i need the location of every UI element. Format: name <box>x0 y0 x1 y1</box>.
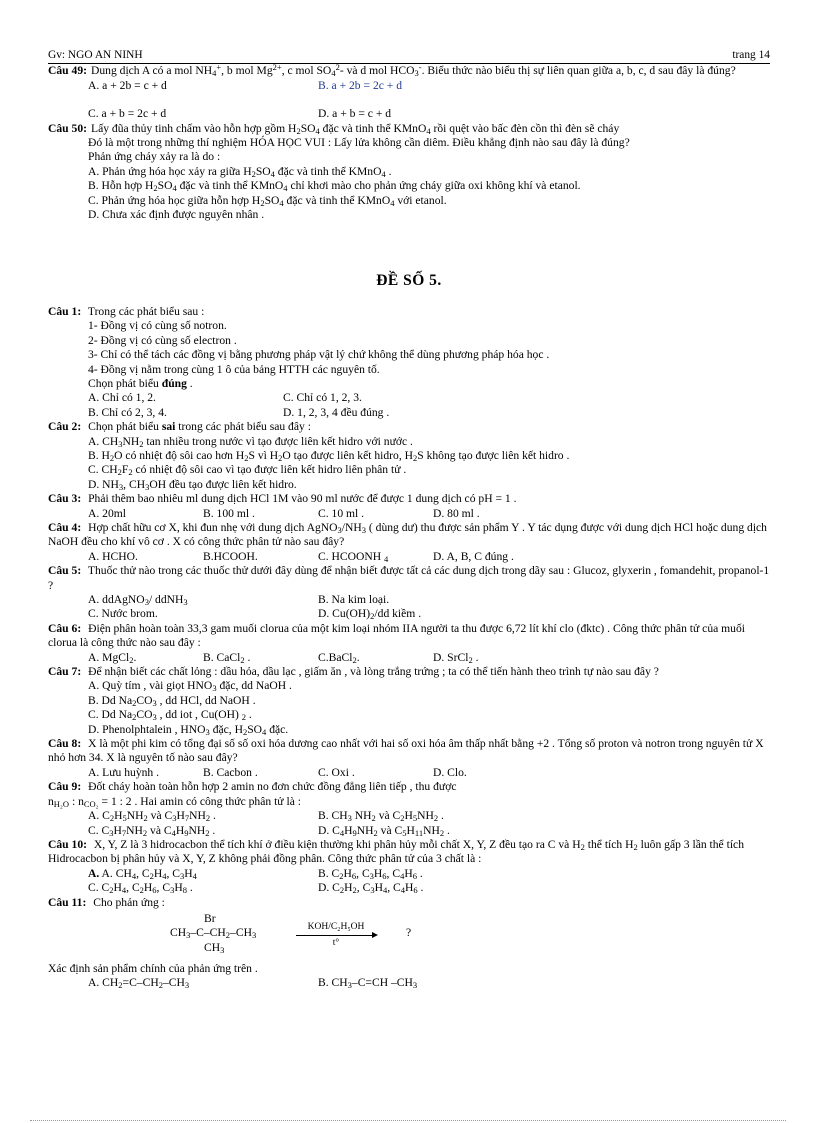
option[interactable]: B. Dd $Na_2CO_3$ , dd HCl, dd NaOH . <box>88 693 256 708</box>
question-1: Câu 1: Trong các phát biểu sau : <box>48 304 205 318</box>
option[interactable]: D. Chưa xác định được nguyên nhân . <box>88 208 265 222</box>
q49-options-row2 <box>48 107 770 121</box>
option[interactable]: C. Dd $Na_2CO_3$ , dd iot , Cu(OH) $_2$ . <box>88 708 252 723</box>
q3-options <box>48 507 770 521</box>
option[interactable]: B. CaCl$_2$ . <box>203 650 251 665</box>
question-3: Câu 3: Phải thêm bao nhiêu ml dung dịch HCl 1M vào 90 ml nước để được 1 dung dịch có pH = 1 . <box>48 492 517 506</box>
option[interactable]: C. $C_2H_4$, $C_2H_6$, $C_3H_8$ . <box>88 881 193 896</box>
option[interactable]: D. a + b = c + d <box>318 107 392 121</box>
question-6: Câu 6: Điện phân hoàn toàn 33,3 gam muối clorua của một kim loại nhóm IIA người ta thu được 6,72 lít khí clo (đktc) . Công thức phân tử của muối clorua là công thức nào sau đây : <box>48 621 745 650</box>
option[interactable]: D. $Cu(OH)_2/dd$ kiềm . <box>318 607 422 622</box>
option[interactable]: A. 20ml <box>88 506 127 520</box>
option[interactable]: D. SrCl$_2$ . <box>433 650 479 665</box>
option[interactable]: D. Clo. <box>433 765 467 779</box>
q1-options-row2 <box>48 406 770 420</box>
product-unknown: ? <box>406 925 412 939</box>
q50-text: Đó là một trong những thí nghiệm HÓA HỌC VUI : Lấy lửa không cần diêm. Điều khẳng định nào sau đây là đúng? <box>88 136 630 150</box>
option[interactable]: A. Quỳ tím , vài giọt $HNO_3$ đặc, dd NaOH . <box>88 679 292 694</box>
option[interactable]: A. Chỉ có 1, 2. <box>88 391 156 405</box>
option[interactable]: B. Cacbon . <box>203 765 258 779</box>
reactant-structure: Br $CH_3-C-CH_2-CH_3$ $CH_3$ <box>170 911 257 955</box>
exam-title: ĐỀ SỐ 5. <box>376 272 442 290</box>
option[interactable]: B. Hỗn hợp $H_2SO_4$ đặc và tinh thể KMnO$_4$ chỉ khơi mào cho phản ứng cháy giữa oxi không khí và etanol. <box>88 179 581 194</box>
option[interactable]: D. $NH_3$, $CH_3OH$ đều tạo được liên kết hidro. <box>88 477 297 492</box>
option[interactable]: B. $C_2H_6$, $C_3H_6$, $C_4H_6$ . <box>318 866 423 881</box>
option[interactable]: D. 1, 2, 3, 4 đều đúng . <box>283 405 390 419</box>
option[interactable]: C.BaCl$_2$. <box>318 650 360 665</box>
option[interactable]: B. a + 2b = 2c + d <box>318 78 403 92</box>
option[interactable]: A. Lưu huỳnh . <box>88 765 160 779</box>
option[interactable]: B. Na kim loại. <box>318 593 390 606</box>
option[interactable]: C. Chỉ có 1, 2, 3. <box>283 391 362 405</box>
option[interactable]: D. $C_2H_2$, $C_3H_4$, $C_4H_6$ . <box>318 881 424 896</box>
question-9: Câu 9: Đốt cháy hoàn toàn hỗn hợp 2 amin no đơn chức đồng đẳng liên tiếp , thu được <box>48 780 457 794</box>
reaction-arrow <box>296 920 376 951</box>
q5-options-row2 <box>48 607 770 621</box>
q6-options <box>48 651 770 665</box>
statement: 1- Đồng vị có cùng số notron. <box>88 319 227 333</box>
option[interactable]: B. Chỉ có 2, 3, 4. <box>88 405 167 419</box>
option[interactable]: C. Oxi . <box>318 765 355 779</box>
q9-ratio: $n_{H_2O}$ : $n_{CO_2} = 1$ : 2 . Hai amin có công thức phân tử là : <box>48 794 301 809</box>
page-header <box>48 48 770 64</box>
option[interactable]: D. 80 ml . <box>433 506 480 520</box>
question-50: Câu 50: Lấy đũa thủy tinh chấm vào hỗn hợp gồm $H_2SO_4$ đặc và tinh thể KMnO$_4$ rồi quệt vào bấc đèn cồn thì đèn sẽ cháy <box>48 121 620 136</box>
q1-options-row1 <box>48 391 770 405</box>
option[interactable]: B. $H_2O$ có nhiệt độ sôi cao hơn $H_2S$ vì $H_2O$ tạo được liên kết hidro, $H_2S$ không tạo được liên kết hidro . <box>88 448 570 463</box>
statement: 3- Chỉ có thể tách các đồng vị bằng phương pháp vật lý chứ không thể dùng phương pháp hóa học . <box>88 348 550 362</box>
option[interactable]: C. 10 ml . <box>318 506 365 520</box>
option[interactable]: A. $C_2H_5NH_2$ và $C_3H_7NH_2$ . <box>88 809 216 824</box>
q10-options-row2 <box>48 881 770 895</box>
q50-line: Phản ứng cháy xảy ra là do : <box>88 150 221 164</box>
option[interactable]: A. ddAgNO$_3$/ ddNH$_3$ <box>88 593 188 607</box>
reaction-scheme <box>48 912 770 962</box>
option[interactable]: A. $CH_3NH_2$ tan nhiều trong nước vì tạo được liên kết hidro với nước . <box>88 434 413 449</box>
teacher-name: Gv: NGO AN NINH <box>48 49 143 61</box>
option[interactable]: B.HCOOH. <box>203 549 258 563</box>
question-5: Câu 5: Thuốc thử nào trong các thuốc thử dưới đây dùng để nhận biết được tất cả các dung dịch trong dãy sau : Glucoz, glyxerin , fomandehit, propanol-1 ? <box>48 564 770 592</box>
option[interactable]: D. A, B, C đúng . <box>433 549 514 563</box>
q11-prompt: Xác định sản phẩm chính của phản ứng trên . <box>48 961 258 975</box>
option[interactable]: D. $C_4H_9NH_2$ và $C_5H_{11}NH_2$ . <box>318 823 450 838</box>
q5-options-row1 <box>48 593 770 607</box>
question-8: Câu 8: X là một phi kim có tổng đại số số oxi hóa dương cao nhất với hai số oxi hóa âm thấp nhất bằng +2 . Tổng số proton và notron trong nguyên tử X nhỏ hơn 34. X là nguyên tố nào sau đây? <box>48 737 764 765</box>
option[interactable]: B. $CH_3$ $NH_2$ và $C_2H_5NH_2$ . <box>318 809 444 824</box>
question-49: Câu 49: Dung dịch A có a mol $NH_4^+$, b mol $Mg^{2+}$, c mol $SO_4^2-$ và d mol $HCO_3^-$. Biểu thức nào biểu thị sự liên quan giữa a, b, c, d sau đây là đúng? <box>48 62 736 79</box>
option[interactable]: C. Nước brom. <box>88 607 158 621</box>
page-number: trang 14 <box>732 49 770 61</box>
question-11: Câu 11: Cho phản ứng : <box>48 895 165 909</box>
statement: 4- Đồng vị nằm trong cùng 1 ô của bảng HTTH các nguyên tố. <box>88 362 380 376</box>
option[interactable]: C. Phản ứng hóa học giữa hỗn hợp $H_2SO_4$ đặc và tinh thể KMnO$_4$ với etanol. <box>88 193 447 208</box>
q9-options-row1 <box>48 809 770 823</box>
option[interactable]: D. Phenolphtalein , $HNO_3$ đặc, $H_2SO_4$ đặc. <box>88 722 289 737</box>
reagent-label: KOH/C₂H₅OH <box>307 921 365 932</box>
option[interactable]: A. a + 2b = c + d <box>88 78 167 92</box>
option[interactable]: A. HCHO. <box>88 549 138 563</box>
q10-options-row1 <box>48 867 770 881</box>
condition-label: t° <box>332 938 340 949</box>
q4-options <box>48 550 770 564</box>
option[interactable]: A. Phản ứng hóa học xảy ra giữa $H_2SO_4$ đặc và tinh thể KMnO$_4$ . <box>88 164 392 179</box>
question-4: Câu 4: Hợp chất hữu cơ X, khi đun nhẹ với dung dịch $AgNO_3/NH_3$ ( dùng dư) thu được sản phẩm Y . Y tác dụng được với dung dịch HCl hoặc dung dịch NaOH đều cho khí vô cơ . X có công thức phân tử nào sau đây? <box>48 520 767 549</box>
option[interactable]: C. a + b = 2c + d <box>88 107 167 121</box>
option[interactable]: C. HCOONH $_4$ <box>318 549 389 564</box>
page <box>48 48 770 991</box>
option[interactable]: C. $C_3H_7NH_2$ và $C_4H_9NH_2$ . <box>88 823 216 838</box>
option[interactable]: A. A. $CH_4$, $C_2H_4$, $C_3H_4$ <box>88 866 197 881</box>
statement: 2- Đồng vị có cùng số electron . <box>88 333 237 347</box>
q8-options <box>48 766 770 780</box>
choose-text: Chọn phát biểu đúng . <box>88 376 193 390</box>
q9-options-row2 <box>48 824 770 838</box>
page-footer-line <box>30 1120 786 1121</box>
q11-options <box>48 976 770 990</box>
question-2: Câu 2: Chọn phát biểu sai trong các phát biểu sau đây : <box>48 420 311 434</box>
option[interactable]: A. $CH_2=C-CH_2-CH_3$ <box>88 976 190 991</box>
question-7: Câu 7: Để nhận biết các chất lỏng : dầu hỏa, dầu lạc , giấm ăn , và lòng trắng trứng ; ta có thể tiến hành theo trình tự nào sau đây ? <box>48 665 659 679</box>
q49-options-row1 <box>48 79 770 93</box>
option[interactable]: A. MgCl$_2$. <box>88 650 137 665</box>
option[interactable]: C. $CH_2F_2$ có nhiệt độ sôi cao vì tạo được liên kết hidro liên phân tử . <box>88 463 407 478</box>
option[interactable]: B. 100 ml . <box>203 506 255 520</box>
option[interactable]: B. $CH_3-C=CH$ $-CH_3$ <box>318 976 418 991</box>
question-10: Câu 10: X, Y, Z là 3 hidrocacbon thể tích khí ở điều kiện thường khi phân hủy mỗi chất X, Y, Z đều tạo ra C và $H_2$ thể tích $H_2$ luôn gấp 3 lần thể tích Hidrocacbon bị phân hủy và X, Y, Z không phải đồng phân. Công thức phân tử của 3 chất là : <box>48 837 744 866</box>
